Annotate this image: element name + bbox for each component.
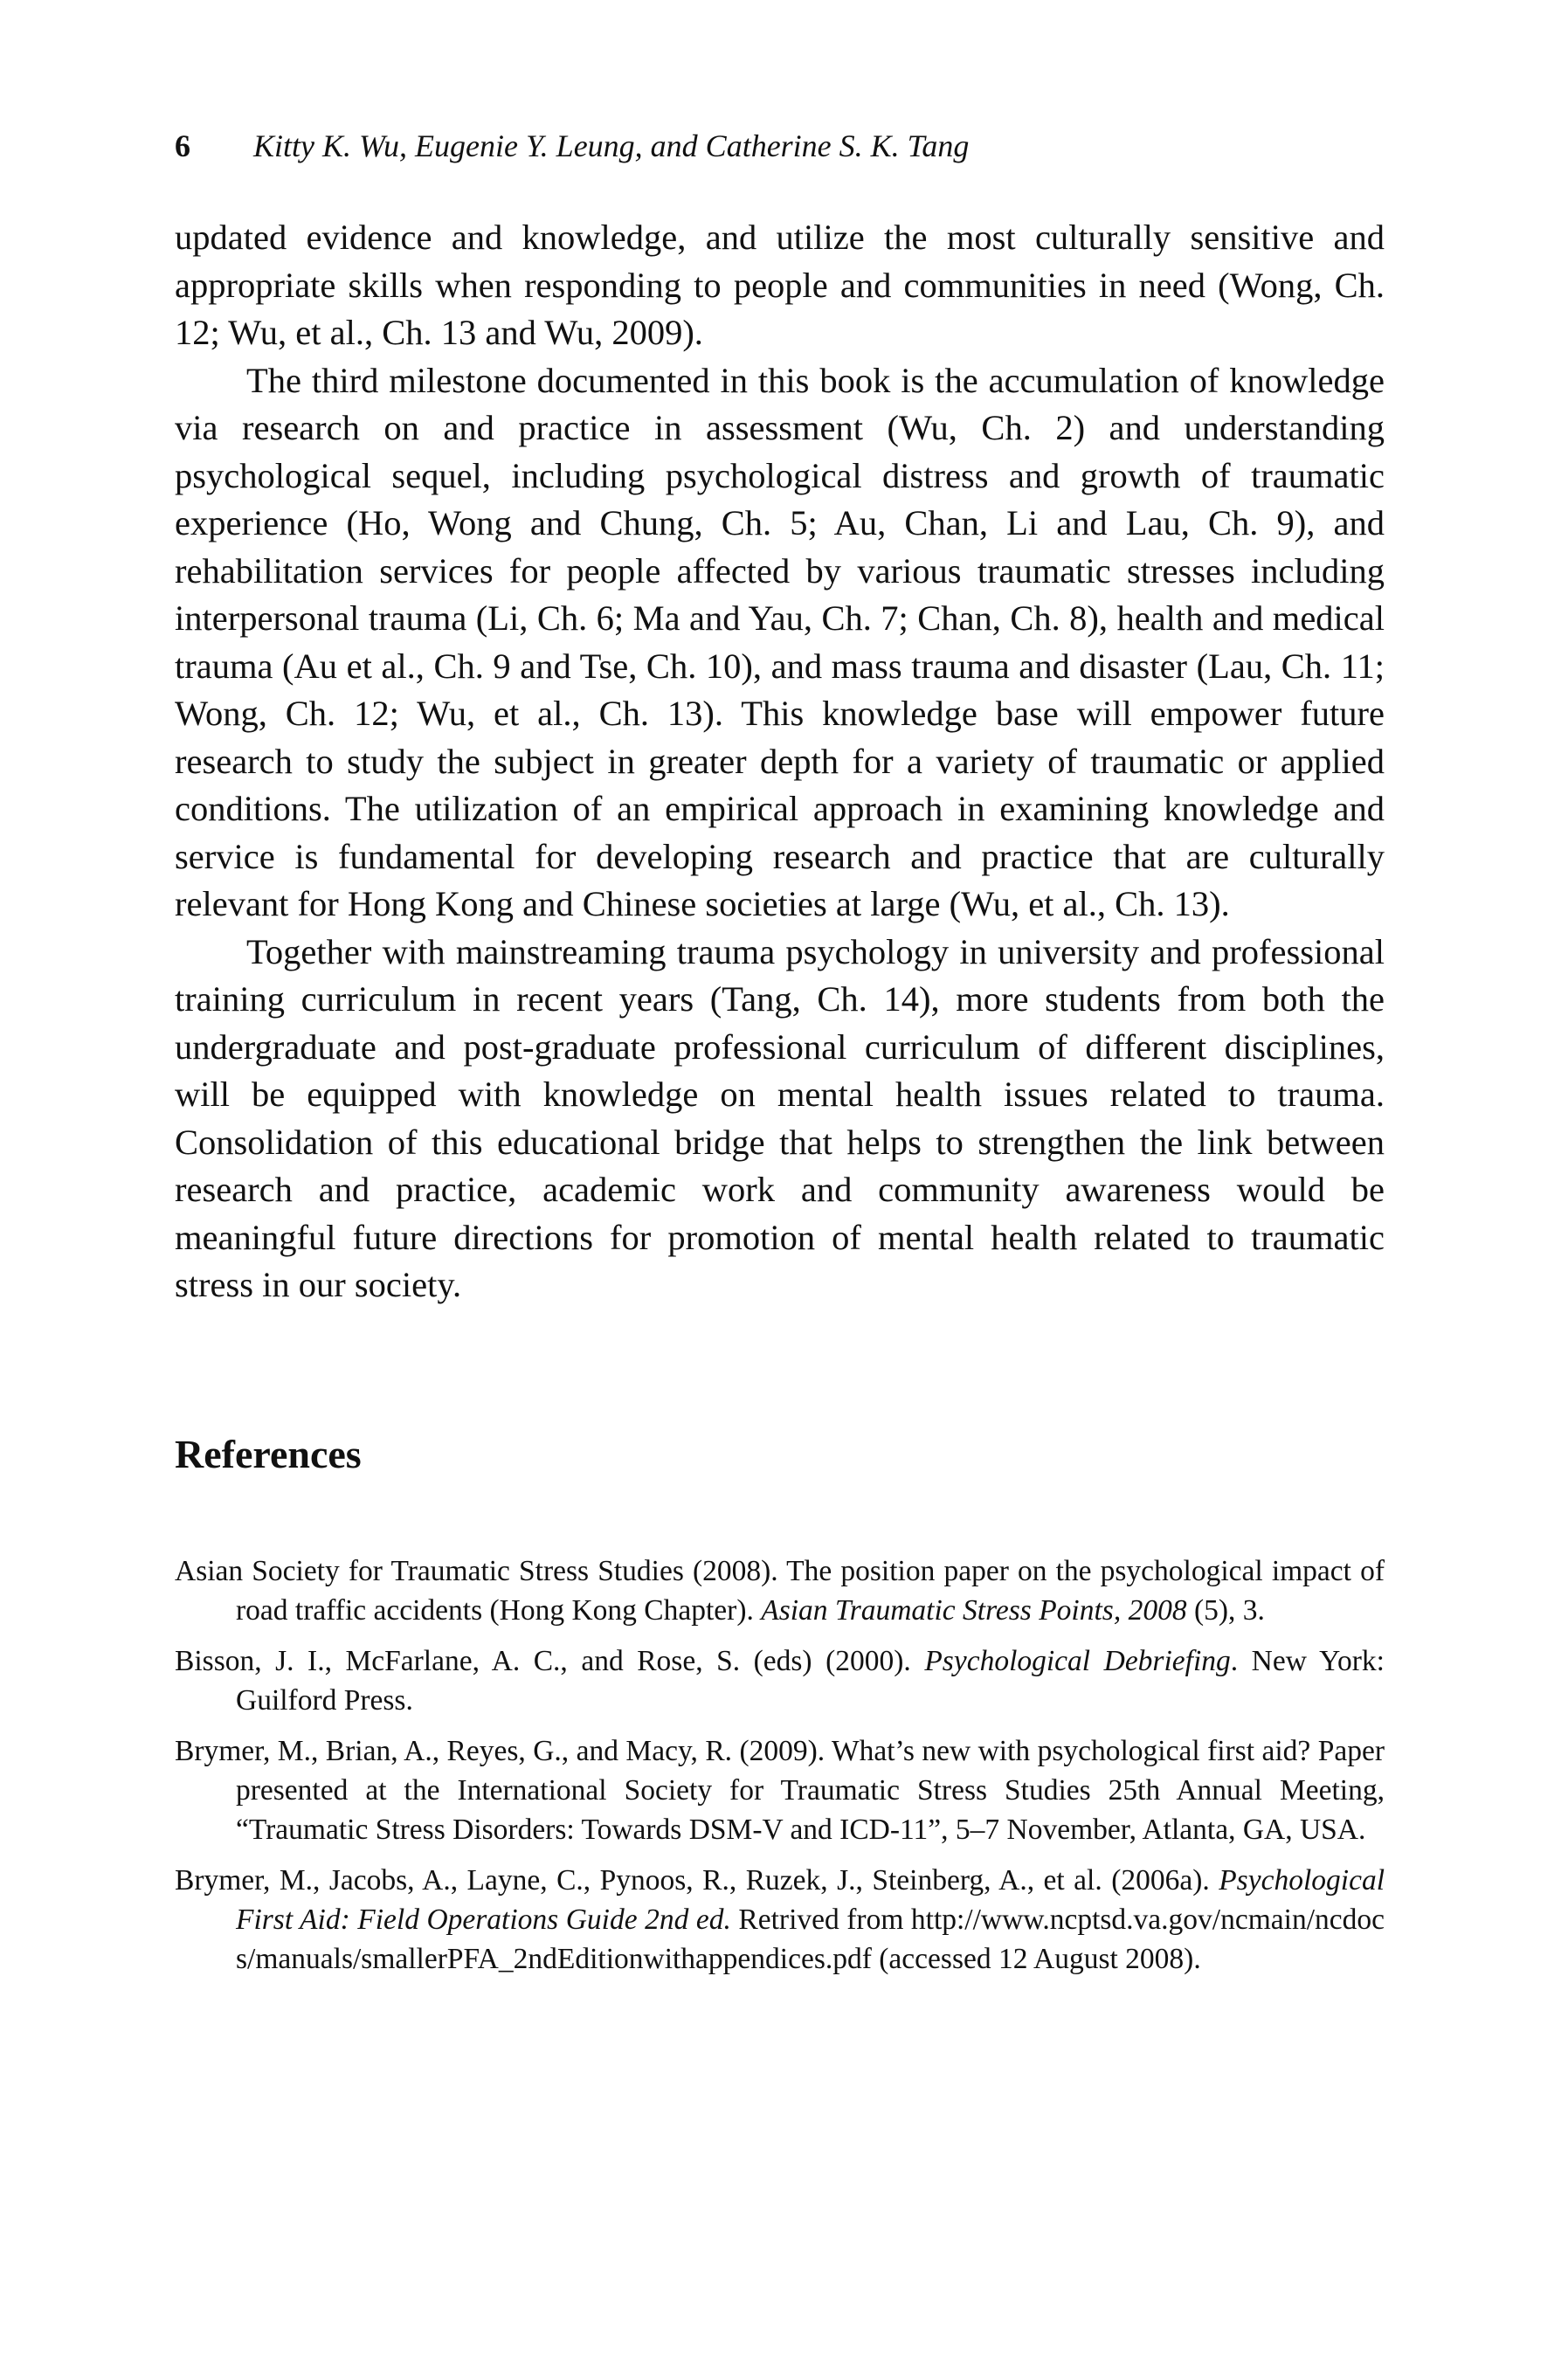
paragraph: The third milestone documented in this book is the accumulation of knowledge via research on and practice in assessment (Wu, Ch. 2) and understanding psychological sequel, including psychological distress and growth of traumatic experience (Ho, Wong and Chung, Ch. 5; Au, Chan, Li and Lau, Ch. 9), and rehabilitation services for people affected by various traumatic stresses including interpersonal trauma (Li, Ch. 6; Ma and Yau, Ch. 7; Chan, Ch. 8), health and medical trauma (Au et al., Ch. 9 and Tse, Ch. 10), and mass trauma and disaster (Lau, Ch. 11; Wong, Ch. 12; Wu, et al., Ch. 13). This knowledge base will empower future research to study the subject in greater depth for a variety of traumatic or applied conditions. The utilization of an empirical approach in examining knowledge and service is fundamental for developing research and practice that are culturally relevant for Hong Kong and Chinese societies at large (Wu, et al., Ch. 13). [175, 360, 1385, 923]
reference-list [175, 1551, 1385, 1990]
reference-text: Brymer, M., Jacobs, A., Layne, C., Pynoos, R., Ruzek, J., Steinberg, A., et al. (2006a). [175, 1864, 1219, 1897]
reference-text: Brymer, M., Brian, A., Reyes, G., and Macy, R. (2009). What’s new with psychological first aid? Paper presented at the International Society for Traumatic Stress Studies 25th Annual Meeting, “Traumatic Stress Disorders: Towards DSM-V and ICD-11”, 5–7 November, Atlanta, GA, USA. [175, 1735, 1385, 1846]
reference-text: . New York: Guilford Press. [236, 1645, 1385, 1717]
references-heading: References [175, 1432, 362, 1476]
reference-source: Psychological First Aid: Field Operations Guide 2nd ed. [236, 1864, 1385, 1936]
page-number: 6 [175, 128, 190, 163]
reference-source: Psychological Debriefing [924, 1645, 1231, 1677]
body-text [175, 214, 1385, 1309]
running-head [175, 127, 969, 165]
paragraph: Together with mainstreaming trauma psychology in university and professional training curriculum in recent years (Tang, Ch. 14), more students from both the undergraduate and post-graduate professional curriculum of different disciplines, will be equipped with knowledge on mental health issues related to trauma. Consolidation of this educational bridge that helps to strengthen the link between research and practice, academic work and community awareness would be meaningful future directions for promotion of mental health related to traumatic stress in our society. [175, 931, 1385, 1304]
reference-text: (5), 3. [1186, 1594, 1265, 1627]
reference-source: Asian Traumatic Stress Points, 2008 [761, 1594, 1187, 1627]
paragraph: updated evidence and knowledge, and utilize the most culturally sensitive and appropriate skills when responding to people and communities in need (Wong, Ch. 12; Wu, et al., Ch. 13 and Wu, 2009). [175, 218, 1385, 352]
reference-item [175, 1641, 1385, 1720]
reference-item [175, 1551, 1385, 1630]
reference-item [175, 1861, 1385, 1979]
reference-text: Bisson, J. I., McFarlane, A. C., and Rose, S. (eds) (2000). [175, 1645, 925, 1677]
reference-item [175, 1731, 1385, 1849]
reference-text: Asian Society for Traumatic Stress Studies (2008). The position paper on the psychological impact of road traffic accidents (Hong Kong Chapter). [175, 1555, 1385, 1627]
reference-text: Retrived from http://www.ncptsd.va.gov/ncmain/ncdocs/manuals/smallerPFA_2ndEditionwithappendices.pdf (accessed 12 August 2008). [236, 1904, 1385, 1975]
running-head-authors: Kitty K. Wu, Eugenie Y. Leung, and Catherine S. K. Tang [253, 128, 970, 163]
